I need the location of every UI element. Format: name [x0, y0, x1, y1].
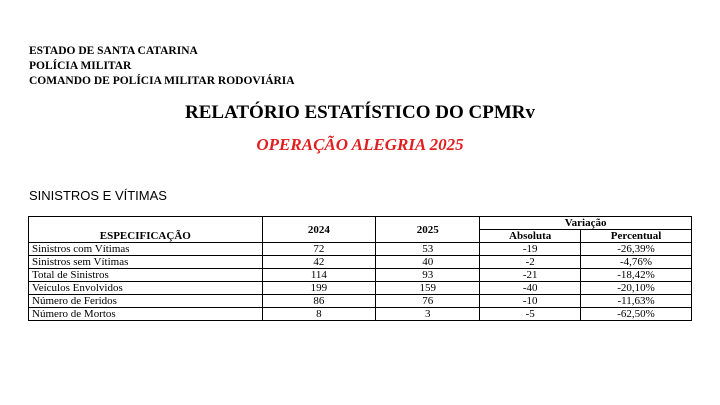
report-title: RELATÓRIO ESTATÍSTICO DO CPMRv — [185, 102, 535, 123]
operation-subtitle: OPERAÇÃO ALEGRIA 2025 — [256, 135, 464, 154]
header-percentual: Percentual — [581, 230, 692, 243]
section-title: SINISTROS E VÍTIMAS — [29, 188, 167, 203]
row-absoluta: -19 — [480, 243, 581, 256]
header-command: COMANDO DE POLÍCIA MILITAR RODOVIÁRIA — [29, 75, 295, 87]
row-percentual: -4,76% — [581, 256, 692, 269]
row-percentual: -62,50% — [581, 308, 692, 321]
row-spec: Veículos Envolvidos — [29, 282, 263, 295]
row-absoluta: -5 — [480, 308, 581, 321]
header-absoluta: Absoluta — [480, 230, 581, 243]
table-row — [29, 282, 692, 295]
statistics-table — [28, 216, 692, 321]
header-variacao: Variação — [480, 217, 692, 230]
row-absoluta: -10 — [480, 295, 581, 308]
row-2024: 114 — [262, 269, 376, 282]
row-spec: Sinistros com Vítimas — [29, 243, 263, 256]
table-row — [29, 256, 692, 269]
row-2024: 8 — [262, 308, 376, 321]
row-2025: 40 — [376, 256, 480, 269]
row-spec: Sinistros sem Vítimas — [29, 256, 263, 269]
row-2025: 159 — [376, 282, 480, 295]
header-police: POLÍCIA MILITAR — [29, 60, 132, 72]
header-especificacao: ESPECIFICAÇÃO — [29, 217, 263, 243]
row-percentual: -20,10% — [581, 282, 692, 295]
row-2024: 42 — [262, 256, 376, 269]
row-spec: Total de Sinistros — [29, 269, 263, 282]
row-absoluta: -21 — [480, 269, 581, 282]
row-spec: Número de Feridos — [29, 295, 263, 308]
table-row — [29, 295, 692, 308]
row-2024: 199 — [262, 282, 376, 295]
table-row — [29, 269, 692, 282]
table-row — [29, 308, 692, 321]
row-2025: 3 — [376, 308, 480, 321]
header-2024: 2024 — [262, 217, 376, 243]
row-percentual: -18,42% — [581, 269, 692, 282]
header-2025: 2025 — [376, 217, 480, 243]
row-2024: 86 — [262, 295, 376, 308]
row-2025: 76 — [376, 295, 480, 308]
table-row — [29, 243, 692, 256]
row-2025: 93 — [376, 269, 480, 282]
document-header — [29, 44, 295, 89]
row-2025: 53 — [376, 243, 480, 256]
row-spec: Número de Mortos — [29, 308, 263, 321]
row-absoluta: -2 — [480, 256, 581, 269]
row-percentual: -11,63% — [581, 295, 692, 308]
row-2024: 72 — [262, 243, 376, 256]
header-state: ESTADO DE SANTA CATARINA — [29, 45, 198, 57]
row-percentual: -26,39% — [581, 243, 692, 256]
row-absoluta: -40 — [480, 282, 581, 295]
